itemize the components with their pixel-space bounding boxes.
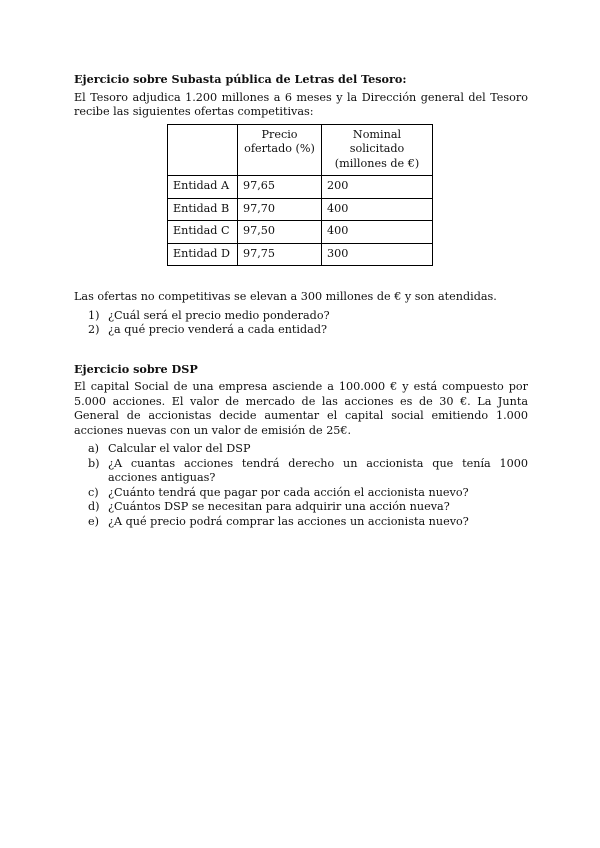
list-number: 1) — [88, 308, 100, 322]
document-page — [74, 72, 528, 529]
exercise-2-intro: El capital Social de una empresa asciende a 100.000 € y está compuesto por 5.000 acciones. El valor de mercado de las acciones es de 30 €. La Junta General de accionistas decide aumentar el capital social emitiendo 1.000 acciones nuevas con un valor de emisión de 25€. — [74, 380, 528, 437]
list-item — [74, 486, 528, 501]
list-text: ¿a qué precio venderá a cada entidad? — [108, 323, 327, 336]
offers-table — [167, 124, 433, 267]
list-text: ¿A qué precio podrá comprar las acciones un accionista nuevo? — [108, 514, 469, 528]
header-nominal — [322, 124, 433, 176]
list-letter: c) — [88, 485, 99, 499]
table-row — [168, 198, 433, 221]
exercise-2-questions — [74, 442, 528, 529]
entity-cell: Entidad B — [168, 198, 238, 221]
non-competitive-note: Las ofertas no competitivas se elevan a 300 millones de € y son atendidas. — [74, 290, 497, 303]
header-nominal-line2: (millones de €) — [334, 156, 420, 170]
list-letter: b) — [88, 456, 100, 470]
table-row — [168, 243, 433, 266]
exercise-2-title: Ejercicio sobre DSP — [74, 361, 198, 376]
price-cell: 97,70 — [238, 198, 322, 221]
list-item — [74, 442, 528, 457]
header-price: Precio ofertado (%) — [238, 124, 322, 176]
price-cell: 97,50 — [238, 221, 322, 244]
list-item — [74, 309, 528, 324]
header-nominal-line1: Nominal solicitado — [349, 127, 405, 155]
list-item — [74, 500, 528, 515]
list-text: ¿Cuánto tendrá que pagar por cada acción el accionista nuevo? — [108, 485, 469, 499]
nominal-cell: 400 — [322, 221, 433, 244]
price-cell: 97,65 — [238, 176, 322, 199]
list-text: ¿Cuál será el precio medio ponderado? — [108, 308, 330, 322]
list-letter: a) — [88, 442, 100, 455]
list-letter: e) — [88, 514, 99, 528]
exercise-1-questions — [74, 309, 528, 338]
list-text: ¿A cuantas acciones tendrá derecho un accionista que tenía 1000 acciones antiguas? — [108, 456, 528, 484]
entity-cell: Entidad D — [168, 243, 238, 266]
header-empty — [168, 124, 238, 176]
list-text: ¿Cuántos DSP se necesitan para adquirir una acción nueva? — [108, 500, 450, 513]
nominal-cell: 400 — [322, 198, 433, 221]
list-item — [74, 323, 528, 338]
nominal-cell: 300 — [322, 243, 433, 266]
table-header-row — [168, 124, 433, 176]
nominal-cell: 200 — [322, 176, 433, 199]
price-cell: 97,75 — [238, 243, 322, 266]
list-item — [74, 515, 528, 530]
exercise-1-title: Ejercicio sobre Subasta pública de Letras del Tesoro: — [74, 72, 407, 86]
list-letter: d) — [88, 500, 100, 513]
list-text: Calcular el valor del DSP — [108, 442, 251, 455]
entity-cell: Entidad A — [168, 176, 238, 199]
exercise-1-intro: El Tesoro adjudica 1.200 millones a 6 meses y la Dirección general del Tesoro recibe las siguientes ofertas competitivas: — [74, 90, 528, 118]
table-row — [168, 176, 433, 199]
list-item — [74, 457, 528, 486]
list-number: 2) — [88, 323, 100, 336]
entity-cell: Entidad C — [168, 221, 238, 244]
table-row — [168, 221, 433, 244]
